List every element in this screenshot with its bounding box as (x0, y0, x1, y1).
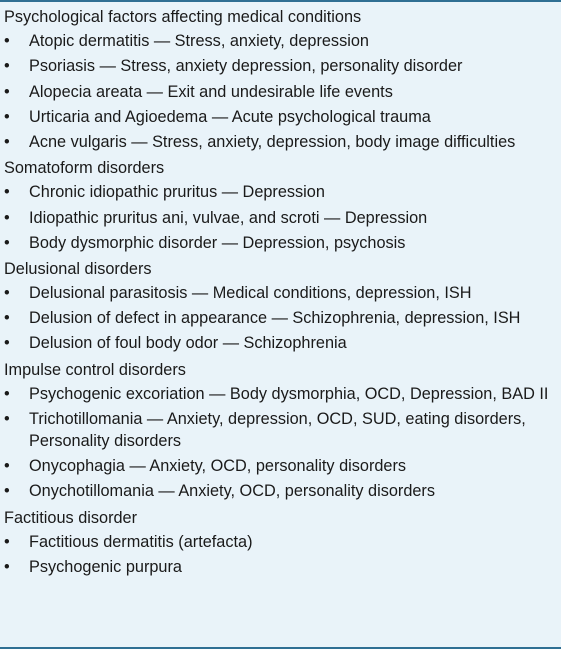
bullet-icon: • (4, 482, 10, 501)
bullet-icon: • (4, 208, 10, 227)
list-item (0, 81, 561, 103)
list-item (0, 131, 561, 153)
item-text: Psoriasis — Stress, anxiety depression, personality disorder (29, 57, 463, 76)
bullet-icon: • (4, 132, 10, 151)
list-item (0, 232, 561, 254)
item-text: Atopic dermatitis — Stress, anxiety, depression (29, 32, 369, 51)
list-item (0, 480, 561, 502)
item-text: Onycophagia — Anxiety, OCD, personality disorders (29, 457, 407, 476)
list-item (0, 207, 561, 229)
list-item (0, 408, 561, 452)
list-item (0, 531, 561, 553)
bullet-icon: • (4, 233, 10, 252)
section-title: Psychological factors affecting medical conditions (4, 8, 362, 26)
list-item (0, 55, 561, 77)
item-text: Psychogenic excoriation — Body dysmorphia, OCD, Depression, BAD II (29, 384, 549, 403)
bullet-icon: • (4, 384, 10, 403)
item-text: Delusion of defect in appearance — Schizophrenia, depression, ISH (29, 309, 521, 328)
section-impulse-control-disorders (0, 358, 561, 503)
bullet-icon: • (4, 57, 10, 76)
list-item (0, 282, 561, 304)
item-text: Psychogenic purpura (29, 557, 182, 576)
list-item (0, 556, 561, 578)
item-text: Alopecia areata — Exit and undesirable life events (29, 82, 393, 101)
bullet-icon: • (4, 82, 10, 101)
item-text: Body dysmorphic disorder — Depression, psychosis (29, 233, 406, 252)
item-text: Delusional parasitosis — Medical conditions, depression, ISH (29, 284, 472, 303)
item-text: Onychotillomania — Anxiety, OCD, personality disorders (29, 482, 435, 501)
item-text: Delusion of foul body odor — Schizophrenia (29, 334, 347, 353)
section-psychological-factors (0, 5, 561, 153)
bullet-icon: • (4, 457, 10, 476)
list-item (0, 383, 561, 405)
list-item (0, 455, 561, 477)
list-item (0, 332, 561, 354)
list-item (0, 30, 561, 52)
bullet-icon: • (4, 32, 10, 51)
item-text: Chronic idiopathic pruritus — Depression (29, 183, 325, 202)
bullet-icon: • (4, 284, 10, 303)
bullet-icon: • (4, 309, 10, 328)
bullet-icon: • (4, 107, 10, 126)
list-item (0, 106, 561, 128)
section-title: Impulse control disorders (4, 360, 186, 379)
list-item (0, 307, 561, 329)
item-text: Acne vulgaris — Stress, anxiety, depression, body image difficulties (29, 132, 516, 151)
item-text: Idiopathic pruritus ani, vulvae, and scroti — Depression (29, 208, 428, 227)
item-text: Factitious dermatitis (artefacta) (29, 532, 253, 551)
section-title: Delusional disorders (4, 259, 152, 278)
section-factitious-disorder (0, 506, 561, 578)
section-somatoform-disorders (0, 156, 561, 254)
section-title: Factitious disorder (4, 508, 138, 527)
bullet-icon: • (4, 557, 10, 576)
list-item (0, 181, 561, 203)
item-text: Trichotillomania — Anxiety, depression, OCD, SUD, eating disorders, Personality disorders (29, 410, 526, 450)
item-text: Urticaria and Agioedema — Acute psychological trauma (29, 107, 431, 126)
bullet-icon: • (4, 532, 10, 551)
bullet-icon: • (4, 410, 10, 428)
bullet-icon: • (4, 183, 10, 202)
section-delusional-disorders (0, 257, 561, 355)
bullet-icon: • (4, 334, 10, 353)
section-title: Somatoform disorders (4, 159, 165, 178)
